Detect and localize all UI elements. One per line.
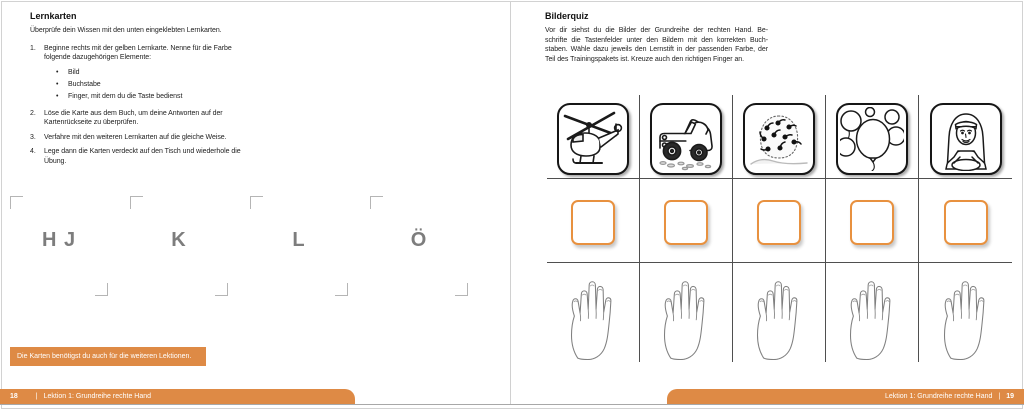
right-hand-icon <box>843 274 901 360</box>
page-number: 18 <box>10 393 18 400</box>
answer-field[interactable] <box>850 200 894 245</box>
quiz-cell-hand <box>640 263 733 362</box>
bullet-text: Buchstabe <box>68 80 101 88</box>
balloons-icon <box>840 107 904 171</box>
page-bottom-edge <box>0 404 1024 405</box>
card-slot <box>370 196 468 296</box>
bullet-text: Finger, mit dem du die Taste bedienst <box>68 92 183 100</box>
quiz-cell-hand <box>547 263 640 362</box>
left-page-title: Lernkarten <box>30 11 77 21</box>
picture-tile <box>557 103 629 175</box>
footer-label: Lektion 1: Grundreihe rechte Hand <box>43 393 152 400</box>
step-number: 4. <box>30 148 36 156</box>
quiz-grid <box>547 95 1012 362</box>
card-slot <box>10 196 108 296</box>
step-number: 2. <box>30 109 36 117</box>
step-text: Lege dann die Karten verdeckt auf den Tisch und wiederhole die Übung. <box>44 148 241 165</box>
footer-right <box>667 389 1024 404</box>
hand-cell <box>937 274 995 362</box>
left-page-intro: Überprüfe dein Wissen mit den unten eingeklebten Lernkarten. <box>30 27 222 34</box>
hand-cell <box>657 274 715 362</box>
step-4 <box>30 147 245 166</box>
intro-line: Vor dir siehst du die Bilder der Grundreihe der rechten Hand. Be- <box>545 27 768 34</box>
quiz-cell-image <box>547 95 640 179</box>
quiz-cell-answer <box>826 179 919 263</box>
step-1-bullets <box>56 68 245 102</box>
cactus-icon <box>747 107 811 171</box>
footer-separator: | <box>35 393 38 400</box>
sheikh-icon <box>934 107 998 171</box>
card-letters: H J <box>41 229 77 251</box>
bullet-item <box>56 92 245 102</box>
page-spine-divider <box>510 2 511 404</box>
quiz-cell-hand <box>733 263 826 362</box>
right-page-title: Bilderquiz <box>545 11 589 21</box>
hand-cell <box>564 274 622 362</box>
bullet-icon: • <box>56 80 59 88</box>
corner-mark-icon <box>455 283 468 296</box>
card-letters: Ö <box>410 229 428 251</box>
card-slot <box>130 196 228 296</box>
hand-cell <box>750 274 808 362</box>
step-number: 3. <box>30 133 36 141</box>
step-1 <box>30 44 245 63</box>
card-letters: L <box>292 229 306 251</box>
corner-mark-icon <box>95 283 108 296</box>
right-hand-icon <box>657 274 715 360</box>
quiz-cell-answer <box>919 179 1012 263</box>
answer-field[interactable] <box>757 200 801 245</box>
quiz-cell-image <box>733 95 826 179</box>
corner-mark-icon <box>370 196 383 209</box>
corner-mark-icon <box>130 196 143 209</box>
corner-mark-icon <box>215 283 228 296</box>
step-3 <box>30 133 245 143</box>
right-page-content <box>545 11 768 65</box>
quiz-cell-hand <box>919 263 1012 362</box>
picture-tile <box>650 103 722 175</box>
footer-label: Lektion 1: Grundreihe rechte Hand <box>884 393 993 400</box>
bullet-item <box>56 68 245 78</box>
hand-cell <box>843 274 901 362</box>
note-box: Die Karten benötigst du auch für die weiteren Lektionen. <box>10 347 206 366</box>
step-text: Löse die Karte aus dem Buch, um deine Antworten auf der Kartenrückseite zu überprüfen. <box>44 109 223 127</box>
answer-field[interactable] <box>664 200 708 245</box>
picture-tile <box>836 103 908 175</box>
bullet-item <box>56 80 245 90</box>
quiz-cell-image <box>919 95 1012 179</box>
page-number: 19 <box>1006 393 1014 400</box>
quiz-cell-image <box>640 95 733 179</box>
quiz-cell-answer <box>547 179 640 263</box>
card-letters: K <box>171 229 187 251</box>
left-page-content <box>30 11 245 172</box>
intro-line: staben. Wähle dazu jeweils den Lernstift in der passenden Farbe, der <box>545 46 768 54</box>
step-text: Beginne rechts mit der gelben Lernkarte. Nenne für die Farbe folgende dazugehörigen Elemente: <box>44 44 232 62</box>
picture-tile <box>743 103 815 175</box>
quiz-cell-image <box>826 95 919 179</box>
jeep-icon <box>654 107 718 171</box>
quiz-cell-hand <box>826 263 919 362</box>
step-number: 1. <box>30 44 36 52</box>
corner-mark-icon <box>10 196 23 209</box>
answer-field[interactable] <box>571 200 615 245</box>
answer-field[interactable] <box>944 200 988 245</box>
footer-left <box>0 389 355 404</box>
bullet-icon: • <box>56 68 59 76</box>
helicopter-icon <box>561 107 625 171</box>
bullet-icon: • <box>56 92 59 100</box>
picture-tile <box>930 103 1002 175</box>
bullet-text: Bild <box>68 68 80 76</box>
right-hand-icon <box>750 274 808 360</box>
card-slot <box>250 196 348 296</box>
intro-line: schrifte die Tastenfelder unter den Bildern mit den korrekten Buch- <box>545 36 768 44</box>
footer-separator: | <box>998 393 1001 400</box>
corner-mark-icon <box>335 283 348 296</box>
quiz-cell-answer <box>733 179 826 263</box>
quiz-cell-answer <box>640 179 733 263</box>
intro-line: Teil des Trainingspakets ist. Kreuze auch den richtigen Finger an. <box>545 56 745 64</box>
right-hand-icon <box>937 274 995 360</box>
step-text: Verfahre mit den weiteren Lernkarten auf die gleiche Weise. <box>44 133 227 141</box>
step-2 <box>30 109 245 128</box>
right-hand-icon <box>564 274 622 360</box>
corner-mark-icon <box>250 196 263 209</box>
